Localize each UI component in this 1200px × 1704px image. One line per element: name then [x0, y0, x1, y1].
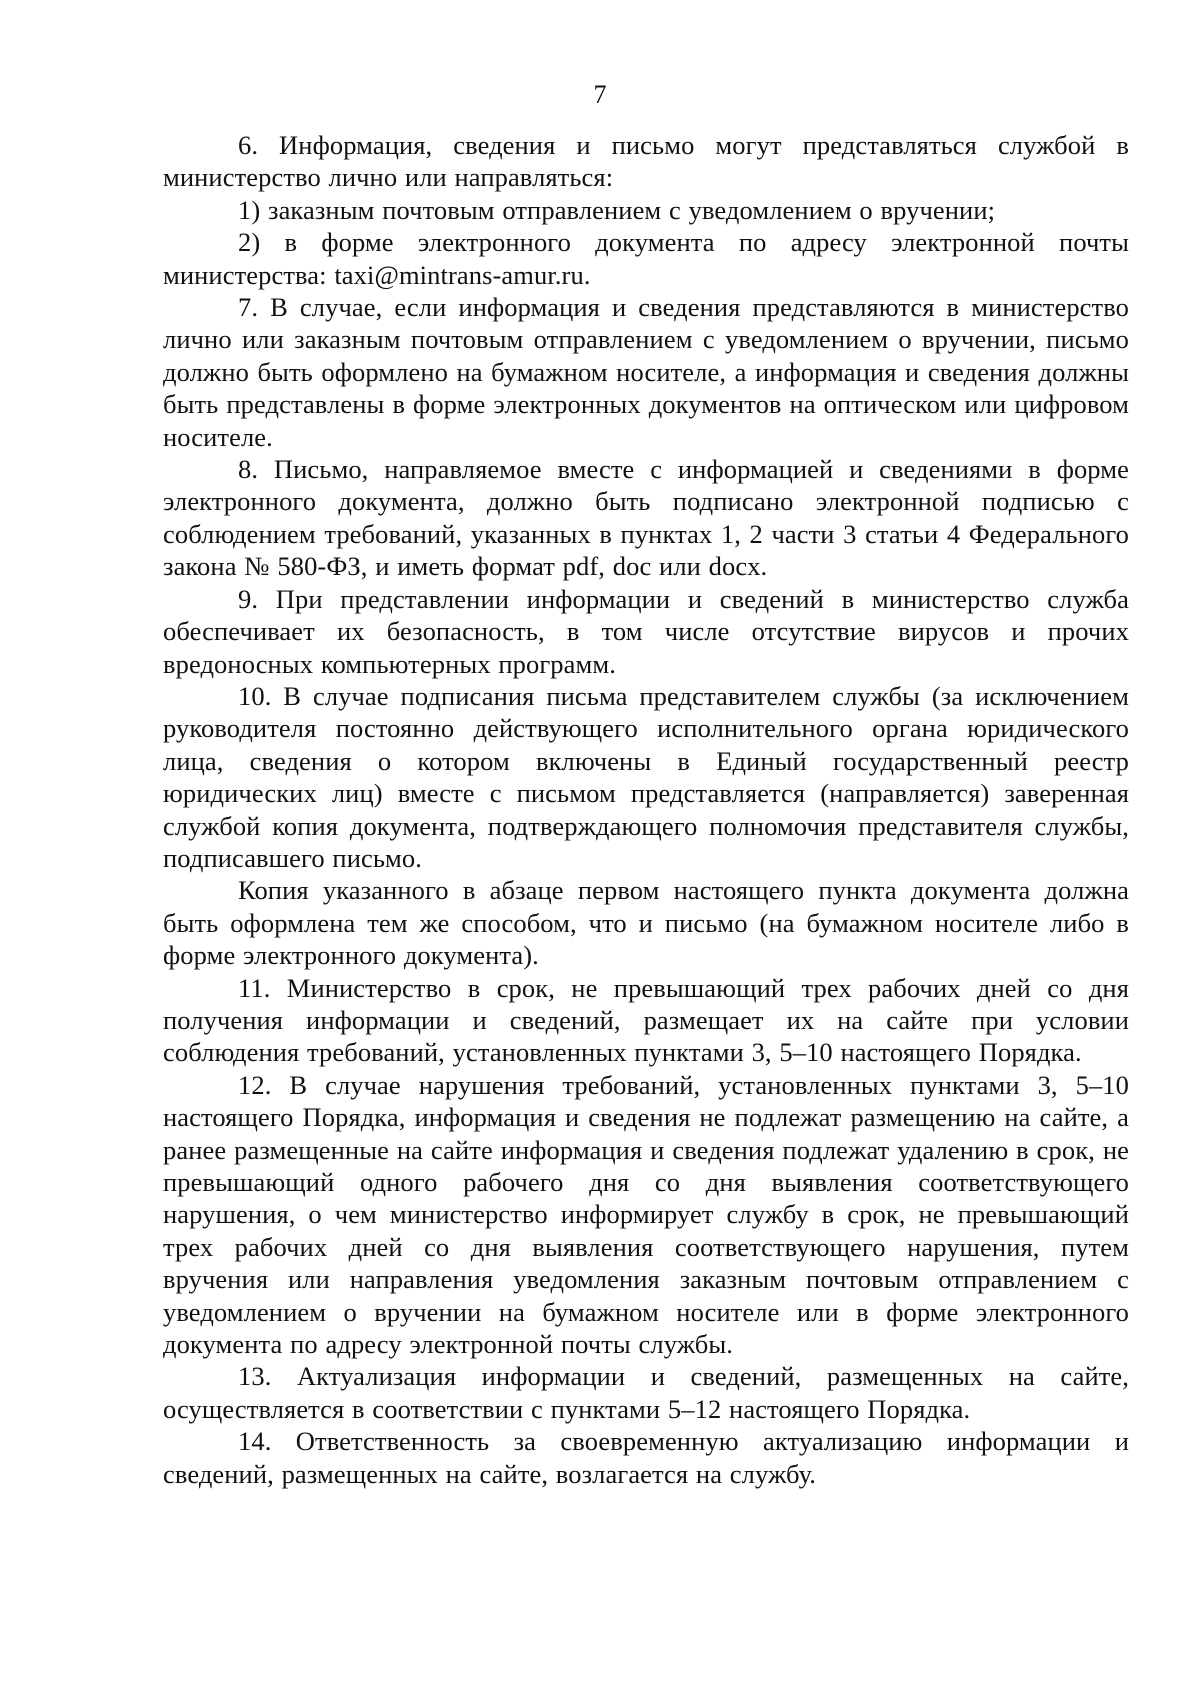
paragraph-6-item-2: 2) в форме электронного документа по адресу электронной почты министерства: taxi@mintrans-amur.ru.: [163, 227, 1129, 290]
paragraph-7: 7. В случае, если информация и сведения представляются в министерство лично или заказным почтовым отправлением с уведомлением о вручении, письмо должно быть оформлено на бумажном носителе, а информация и сведения должны быть представлены в форме электронных документов на оптическом или цифровом носителе.: [163, 292, 1129, 452]
paragraph-10: 10. В случае подписания письма представителем службы (за исключением руководителя постоянно действующего исполнительного органа юридического лица, сведения о котором включены в Единый государственный реестр юридических лиц) вместе с письмом представляется (направляется) заверенная службой копия документа, подтверждающего полномочия представителя службы, подписавшего письмо.: [163, 680, 1129, 873]
paragraph-11: 11. Министерство в срок, не превышающий трех рабочих дней со дня получения информации и сведений, размещает их на сайте при условии соблюдения требований, установленных пунктами 3, 5–10 настоящего Порядка.: [163, 972, 1129, 1068]
paragraph-6: 6. Информация, сведения и письмо могут представляться службой в министерство лично или направляться:: [163, 130, 1129, 193]
paragraph-9: 9. При представлении информации и сведений в министерство служба обеспечивает их безопасность, в том числе отсутствие вирусов и прочих вредоносных компьютерных программ.: [163, 583, 1129, 679]
document-body: [163, 129, 1129, 1490]
paragraph-8: 8. Письмо, направляемое вместе с информацией и сведениями в форме электронного документа, должно быть подписано электронной подписью с соблюдением требований, указанных в пунктах 1, 2 части 3 статьи 4 Федерального закона № 580-ФЗ, и иметь формат pdf, doc или docx.: [163, 454, 1129, 582]
paragraph-6-item-1: 1) заказным почтовым отправлением с уведомлением о вручении;: [238, 194, 996, 225]
paragraph-13: 13. Актуализация информации и сведений, размещенных на сайте, осуществляется в соответствии с пунктами 5–12 настоящего Порядка.: [163, 1361, 1129, 1424]
page-number: 7: [593, 80, 607, 109]
paragraph-14: 14. Ответственность за своевременную актуализацию информации и сведений, размещенных на сайте, возлагается на службу.: [163, 1426, 1129, 1489]
paragraph-12: 12. В случае нарушения требований, установленных пунктами 3, 5–10 настоящего Порядка, информация и сведения не подлежат размещению на сайте, а ранее размещенные на сайте информация и сведения подлежат удалению в срок, не превышающий одного рабочего дня со дня выявления соответствующего нарушения, о чем министерство информирует службу в срок, не превышающий трех рабочих дней со дня выявления соответствующего нарушения, путем вручения или направления уведомления заказным почтовым отправлением с уведомлением о вручении на бумажном носителе или в форме электронного документа по адресу электронной почты службы.: [163, 1069, 1129, 1360]
paragraph-10-continuation: Копия указанного в абзаце первом настоящего пункта документа должна быть оформлена тем же способом, что и письмо (на бумажном носителе либо в форме электронного документа).: [163, 875, 1129, 971]
